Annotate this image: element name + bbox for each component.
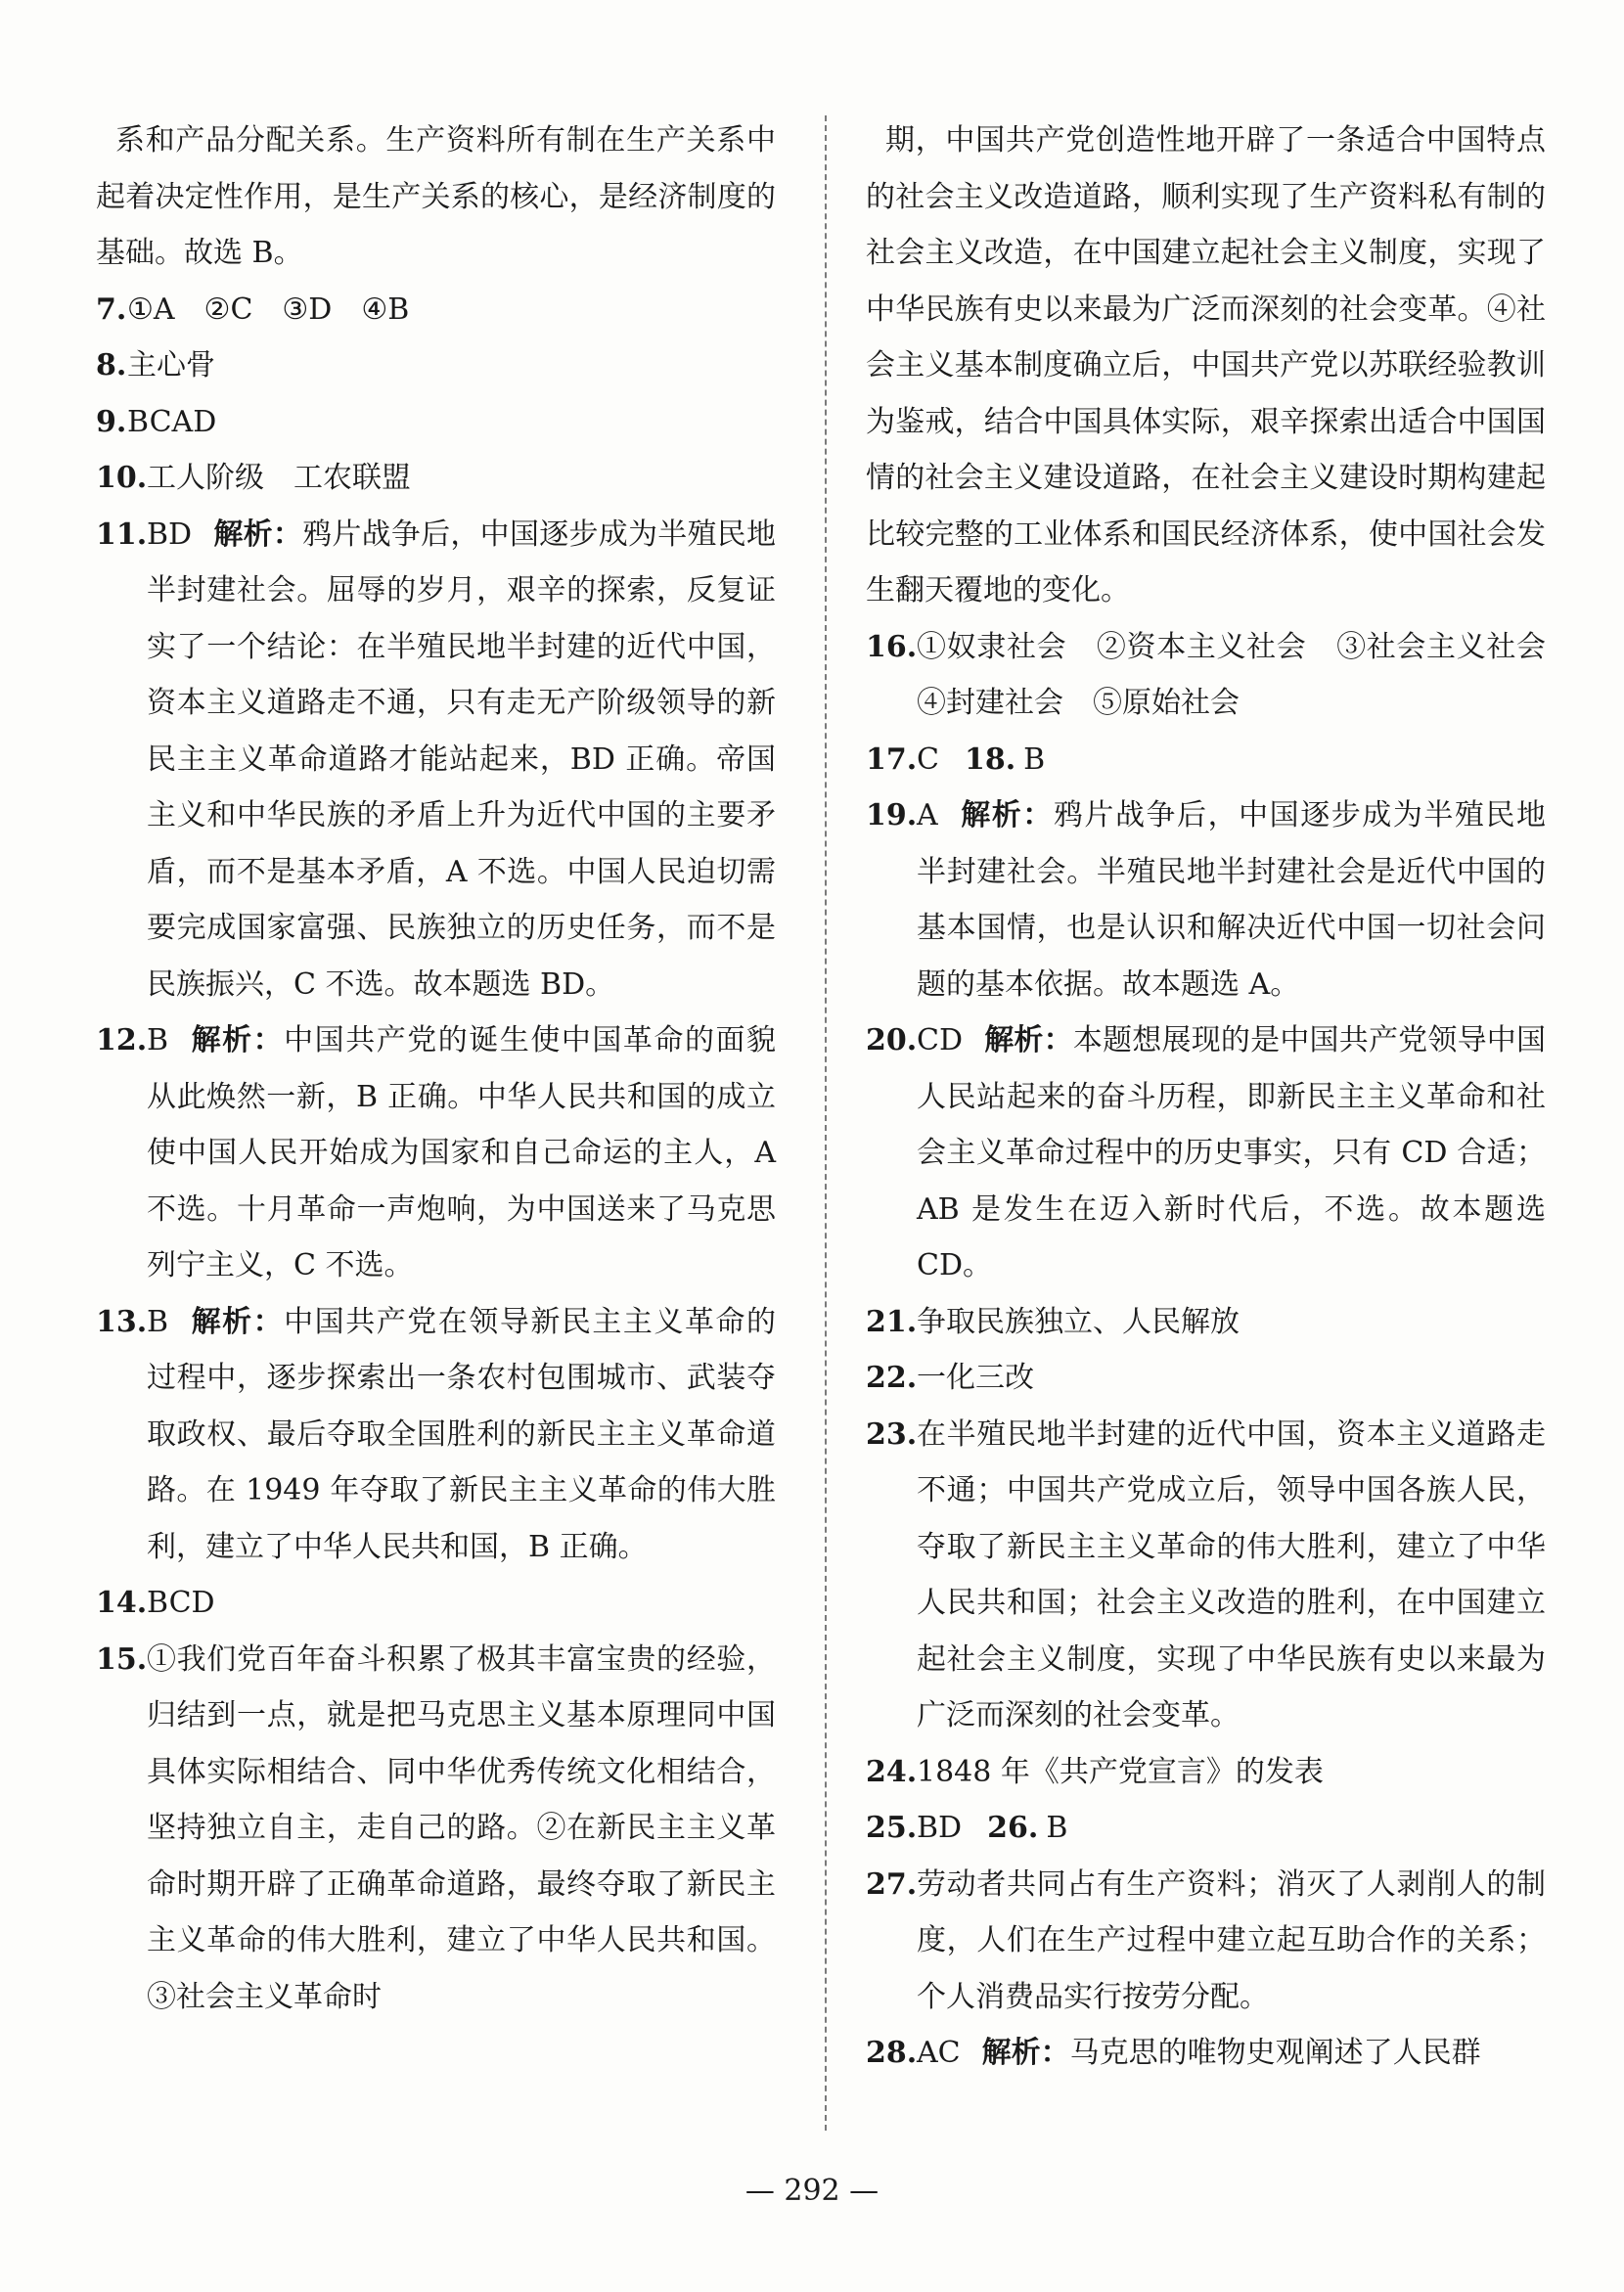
answer-item-16 <box>866 619 1575 732</box>
answer-text: ①我们党百年奋斗积累了极其丰富宝贵的经验，归结到一点，就是把马克思主义基本原理同中国具体实际相结合、同中华优秀传统文化相结合，坚持独立自主，走自己的路。②在新民主主义革命时期开辟了正确革命道路，最终夺取了新民主主义革命的伟大胜利，建立了中华人民共和国。③社会主义革命时 <box>147 1641 776 2014</box>
item-number: 16. <box>866 629 918 664</box>
answer-text: CD <box>917 1023 964 1057</box>
analysis-text: 马克思的唯物史观阐述了人民群 <box>1069 2036 1481 2070</box>
answer-text: 1848 年《共产党宣言》的发表 <box>917 1754 1324 1789</box>
right-column <box>866 112 1575 2082</box>
item-number: 8. <box>96 348 127 382</box>
analysis-text: 中国共产党在领导新民主主义革命的过程中，逐步探索出一条农村包围城市、武装夺取政权、最后夺取全国胜利的新民主主义革命道路。在 1949 年夺取了新民主主义革命的伟大胜利，建立了中华人民共和国，B 正确。 <box>147 1304 777 1564</box>
answer-item-8 <box>96 337 776 394</box>
answer-item-24 <box>866 1744 1546 1801</box>
answer-text: BCD <box>147 1586 215 1620</box>
answer-item-14 <box>96 1575 776 1632</box>
answer-text: 工人阶级 工农联盟 <box>147 461 411 495</box>
answer-text: ①A ②C ③D ④B <box>127 292 410 327</box>
page-number: — 292 — <box>744 2174 880 2208</box>
item-number: 14. <box>96 1586 148 1620</box>
answer-item-28 <box>866 2025 1546 2082</box>
item-number: 19. <box>866 798 918 832</box>
answer-item-25-26 <box>866 1800 1546 1857</box>
item-number: 12. <box>96 1023 148 1057</box>
item-number: 28. <box>866 2036 918 2070</box>
answer-text: BD <box>147 517 193 552</box>
answer-text: C <box>917 742 939 777</box>
analysis-label: 解析： <box>959 798 1054 832</box>
item-number: 13. <box>96 1304 148 1339</box>
answer-text: B <box>147 1304 169 1339</box>
answer-text: 劳动者共同占有生产资料；消灭了人剥削人的制度，人们在生产过程中建立起互助合作的关系；个人消费品实行按劳分配。 <box>917 1866 1546 2014</box>
answer-text: 一化三改 <box>917 1361 1034 1395</box>
answer-text: BD <box>917 1811 963 1845</box>
answer-text: B <box>1046 1811 1068 1845</box>
answer-item-10 <box>96 450 776 507</box>
answer-text: 在半殖民地半封建的近代中国，资本主义道路走不通；中国共产党成立后，领导中国各族人民，夺取了新民主主义革命的伟大胜利，建立了中华人民共和国；社会主义改造的胜利，在中国建立起社会主义制度，实现了中华民族有史以来最为广泛而深刻的社会变革。 <box>917 1416 1546 1732</box>
answer-text: 主心骨 <box>127 348 215 382</box>
answer-text: B <box>1023 742 1046 777</box>
item-number: 22. <box>866 1361 918 1395</box>
answer-text: BCAD <box>127 404 217 439</box>
answer-text: AC <box>917 2036 961 2070</box>
item-number: 17. <box>866 742 918 777</box>
answer-text: ①奴隶社会 ②资本主义社会 ③社会主义社会 ④封建社会 ⑤原始社会 <box>917 629 1575 720</box>
right-continuation-text: 期，中国共产党创造性地开辟了一条适合中国特点的社会主义改造道路，顺利实现了生产资料私有制的社会主义改造，在中国建立起社会主义制度，实现了中华民族有史以来最为广泛而深刻的社会变革。④社会主义基本制度确立后，中国共产党以苏联经验教训为鉴戒，结合中国具体实际，艰辛探索出适合中国国情的社会主义建设道路，在社会主义建设时期构建起比较完整的工业体系和国民经济体系，使中国社会发生翻天覆地的变化。 <box>866 123 1546 607</box>
item-number: 7. <box>96 292 127 327</box>
item-number: 9. <box>96 404 127 439</box>
analysis-label: 解析： <box>981 2036 1070 2070</box>
item-number: 20. <box>866 1023 918 1057</box>
answer-item-17-18 <box>866 732 1546 788</box>
answer-text: 争取民族独立、人民解放 <box>917 1304 1240 1339</box>
answer-item-22 <box>866 1350 1546 1407</box>
analysis-label: 解析： <box>190 1304 285 1339</box>
analysis-text: 本题想展现的是中国共产党领导中国人民站起来的奋斗历程，即新民主主义革命和社会主义革命过程中的历史事实，只有 CD 合适；AB 是发生在迈入新时代后，不选。故本题选 CD。 <box>917 1023 1547 1282</box>
item-number: 15. <box>96 1641 148 1677</box>
item-number: 26. <box>987 1811 1039 1845</box>
analysis-label: 解析： <box>213 517 303 552</box>
item-number: 10. <box>96 461 148 495</box>
column-divider <box>825 115 827 2131</box>
answer-item-23 <box>866 1407 1546 1744</box>
answer-text: A <box>917 798 938 832</box>
answer-item-11 <box>96 507 776 1013</box>
answer-item-13 <box>96 1294 776 1576</box>
answer-item-19 <box>866 787 1546 1012</box>
analysis-label: 解析： <box>190 1023 285 1057</box>
answer-text: B <box>147 1023 169 1057</box>
answer-item-27 <box>866 1857 1546 2026</box>
analysis-text: 中国共产党的诞生使中国革命的面貌从此焕然一新，B 正确。中华人民共和国的成立使中国人民开始成为国家和自己命运的主人，A 不选。十月革命一声炮响，为中国送来了马克思列宁主义，C 不选。 <box>147 1023 777 1282</box>
item-number: 23. <box>866 1416 918 1452</box>
left-column <box>96 112 776 2025</box>
answer-item-21 <box>866 1294 1546 1351</box>
item-number: 25. <box>866 1811 918 1845</box>
analysis-text: 鸦片战争后，中国逐步成为半殖民地半封建社会。屈辱的岁月，艰辛的探索，反复证实了一个结论：在半殖民地半封建的近代中国，资本主义道路走不通，只有走无产阶级领导的新民主主义革命道路才能站起来，BD 正确。帝国主义和中华民族的矛盾上升为近代中国的主要矛盾，而不是基本矛盾，A 不选。中国人民迫切需要完成国家富强、民族独立的历史任务，而不是民族振兴，C 不选。故本题选 BD。 <box>147 517 777 1002</box>
answer-item-12 <box>96 1012 776 1294</box>
answer-item-20 <box>866 1012 1546 1294</box>
analysis-text: 鸦片战争后，中国逐步成为半殖民地半封建社会。半殖民地半封建社会是近代中国的基本国情，也是认识和解决近代中国一切社会问题的基本依据。故本题选 A。 <box>917 798 1547 1002</box>
item-number: 21. <box>866 1304 918 1339</box>
item-number: 27. <box>866 1866 918 1902</box>
item-number: 18. <box>964 742 1016 777</box>
answer-item-9 <box>96 394 776 451</box>
answer-item-7 <box>96 282 776 338</box>
answer-item-15 <box>96 1632 776 2026</box>
analysis-label: 解析： <box>984 1023 1073 1057</box>
item-number: 24. <box>866 1754 918 1789</box>
left-continuation-text: 系和产品分配关系。生产资料所有制在生产关系中起着决定性作用，是生产关系的核心，是经济制度的基础。故选 B。 <box>96 123 776 270</box>
item-number: 11. <box>96 517 148 552</box>
